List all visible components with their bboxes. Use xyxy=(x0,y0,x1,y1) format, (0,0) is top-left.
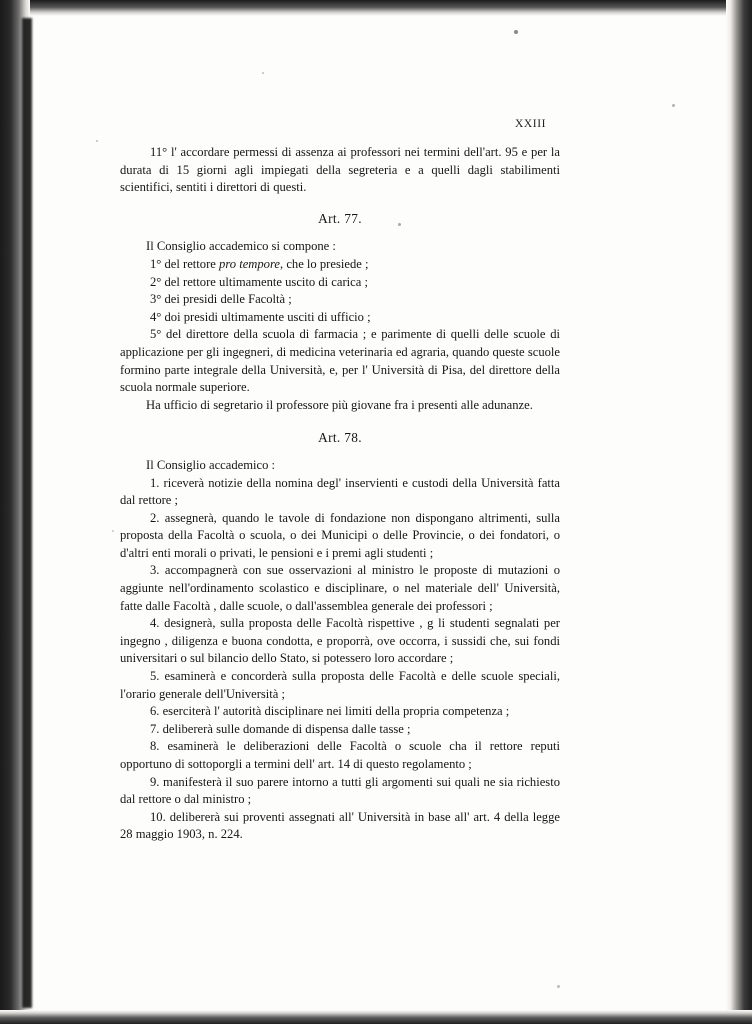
paragraph-78-item-4: 4. designerà, sulla proposta delle Facoltà rispettive , g li studenti segnalati per ingegno , diligenza e buona condotta, e proporrà, ove occorra, i sussidi che, sui fondi universitari o sul bilancio dello Stato, si potessero loro accordare ; xyxy=(120,616,560,666)
paragraph-11: 11° l' accordare permessi di assenza ai professori nei termini dell'art. 95 e per la durata di 15 giorni agli impiegati della segreteria e a quelli dagli stabilimenti scientifici, sentiti i direttori di questi. xyxy=(120,145,560,195)
scan-speck xyxy=(262,72,264,74)
paragraph-78-item-1: 1. riceverà notizie della nomina degl' inservienti e custodi della Università fatta dal rettore ; xyxy=(120,475,560,508)
page-body xyxy=(120,144,560,844)
item-1-italic: pro tempore xyxy=(219,256,281,271)
paragraph-78-item-9: 9. manifesterà il suo parere intorno a tutti gli argomenti sui quali ne sia richiesto dal rettore o dal ministro ; xyxy=(120,774,560,807)
folio-number: XXIII xyxy=(515,118,547,130)
scan-edge-bottom xyxy=(0,1010,752,1024)
paragraph-78-item-10: 10. delibererà sui proventi assegnati all' Università in base all' art. 4 della legge 28 maggio 1903, n. 224. xyxy=(120,809,560,842)
paragraph-77-closing: Ha ufficio di segretario il professore più giovane fra i presenti alle adunanze. xyxy=(146,397,533,412)
page-content xyxy=(120,100,560,844)
paragraph-78-item-8: 8. esaminerà le deliberazioni delle Facoltà o scuole cha il rettore reputi opportuno di sottoporgli a termini dell' art. 14 di questo regolamento ; xyxy=(120,739,560,771)
paragraph-78-item-3: 3. accompagnerà con sue osservazioni al ministro le proposte di mutazioni o aggiunte nell'ordinamento scolastico e disciplinare, o nel materiale dell' Università, fatte dalle Facoltà , dalle scuole, o dall'assemblea generale dei professori ; xyxy=(120,563,560,613)
scan-edge-left-ink xyxy=(22,18,32,1008)
paragraph-77-item-2: 2° del rettore ultimamente uscito di carica ; xyxy=(150,274,368,289)
scan-speck xyxy=(112,530,114,532)
paragraph-78-item-5: 5. esaminerà e concorderà sulla proposta delle Facoltà e delle scuole speciali, l'orario generale dell'Università ; xyxy=(120,669,560,701)
paragraph-78-item-6: 6. eserciterà l' autorità disciplinare nei limiti della propria competenza ; xyxy=(150,704,510,719)
paragraph-78-item-2: 2. assegnerà, quando le tavole di fondazione non dispongano altrimenti, sulla proposta della Facoltà o scuola, o dei Municipi o delle Provincie, o dei fondatori, o d'altri enti morali o privati, le pensioni e i premi agli studenti ; xyxy=(120,510,560,560)
heading-art-78: Art. 78. xyxy=(318,430,362,446)
paragraph-77-item-4: 4° doi presidi ultimamente usciti di ufficio ; xyxy=(150,309,371,324)
scan-edge-right xyxy=(726,0,752,1024)
scan-speck xyxy=(514,30,518,34)
paragraph-77-item-1 xyxy=(120,256,560,274)
scan-edge-top xyxy=(0,0,752,16)
paragraph-77-item-5: 5° del direttore della scuola di farmacia ; e parimente di quelli delle scuole di applicazione per gli ingegneri, di medicina veterinaria ed agraria, quando queste scuole formino parte integrale della Università, e, per l' Università di Pisa, del direttore della scuola normale superiore. xyxy=(120,327,560,395)
scan-speck xyxy=(672,104,675,107)
paragraph-78-intro: Il Consiglio accademico : xyxy=(146,457,276,472)
item-1-pre: 1° del rettore xyxy=(150,256,220,271)
heading-art-77: Art. 77. xyxy=(318,210,362,226)
paragraph-78-item-7: 7. delibererà sulle domande di dispensa dalle tasse ; xyxy=(150,721,411,736)
item-1-post: , che lo presiede ; xyxy=(280,256,369,271)
paragraph-77-intro: Il Consiglio accademico si compone : xyxy=(146,239,336,254)
scan-speck xyxy=(96,140,98,142)
paragraph-77-item-3: 3° dei presidi delle Facoltà ; xyxy=(150,292,292,307)
scan-speck xyxy=(557,985,560,988)
